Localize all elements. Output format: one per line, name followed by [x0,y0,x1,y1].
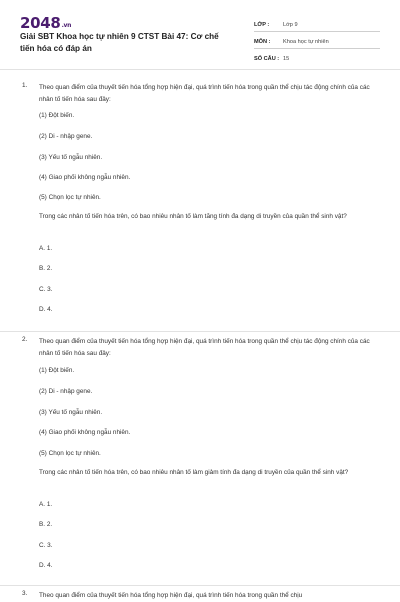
factor-item: (1) Đột biến. [39,367,75,374]
factor-item: (4) Giao phối không ngẫu nhiên. [39,429,131,436]
logo-text: 2048 [20,14,61,32]
factor-item: (3) Yếu tố ngẫu nhiên. [39,409,103,416]
answer-option-d[interactable]: D. 4. [39,562,53,569]
answer-option-a[interactable]: A. 1. [39,501,53,508]
question-stem: Theo quan điểm của thuyết tiến hóa tổng hợp hiện đại, quá trình tiến hóa trong quần thể chịu tác động chính của các nhân tố tiến hóa sau đây: [39,338,370,357]
question-prompt: Trong các nhân tố tiến hóa trên, có bao nhiêu nhân tố làm giảm tính đa dạng di truyền của quần thể sinh vật? [39,469,349,476]
meta-row-count [254,49,380,65]
factor-item: (5) Chọn lọc tự nhiên. [39,450,101,457]
factor-item: (4) Giao phối không ngẫu nhiên. [39,174,131,181]
factor-item: (2) Di - nhập gene. [39,133,93,140]
logo-suffix: .vn [61,22,72,29]
answer-option-a[interactable]: A. 1. [39,245,53,252]
factor-item: (3) Yếu tố ngẫu nhiên. [39,154,103,161]
meta-label: LỚP : [254,22,270,28]
answer-option-b[interactable]: B. 2. [39,265,53,272]
meta-value: Khoa học tự nhiên [283,39,329,45]
meta-value: Lớp 9 [283,22,298,28]
question-divider [0,585,400,586]
meta-label: MÔN : [254,39,271,45]
meta-row-grade [254,15,380,32]
document-title: Giải SBT Khoa học tự nhiên 9 CTST Bài 47: Cơ chế tiến hóa có đáp án [20,32,219,53]
question-prompt: Trong các nhân tố tiến hóa trên, có bao nhiêu nhân tố làm tăng tính đa dạng di truyền của quần thể sinh vật? [39,213,347,220]
factor-item: (2) Di - nhập gene. [39,388,93,395]
question-number: 3. [22,590,28,597]
factor-item: (1) Đột biến. [39,112,75,119]
answer-option-d[interactable]: D. 4. [39,306,53,313]
header-divider [0,69,400,70]
question-stem: Theo quan điểm của thuyết tiến hóa tổng hợp hiện đại, quá trình tiến hóa trong quần thể chịu [39,592,303,599]
meta-row-subject [254,32,380,49]
question-stem: Theo quan điểm của thuyết tiến hóa tổng hợp hiện đại, quá trình tiến hóa trong quần thể chịu tác động chính của các nhân tố tiến hóa sau đây: [39,84,370,103]
question-number: 1. [22,82,28,89]
meta-info [254,15,380,65]
factor-item: (5) Chọn lọc tự nhiên. [39,194,101,201]
meta-label: SỐ CÂU : [254,56,280,62]
question-number: 2. [22,336,28,343]
question-divider [0,331,400,332]
site-logo[interactable] [20,14,71,32]
answer-option-c[interactable]: C. 3. [39,542,53,549]
answer-option-c[interactable]: C. 3. [39,286,53,293]
answer-option-b[interactable]: B. 2. [39,521,53,528]
meta-value: 15 [283,56,290,62]
document-header [0,0,400,66]
